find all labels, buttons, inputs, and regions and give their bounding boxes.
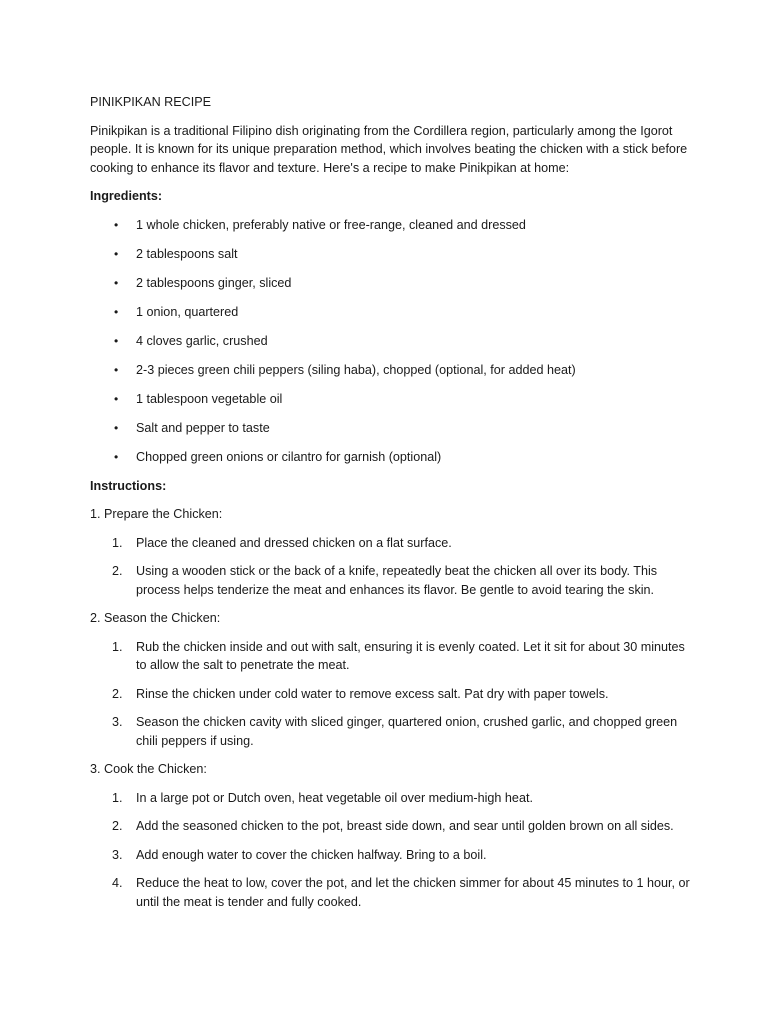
step-text: In a large pot or Dutch oven, heat vegetable oil over medium-high heat. — [136, 790, 533, 805]
step-number: 3. — [112, 847, 123, 862]
step-item — [90, 685, 690, 704]
step-item — [90, 846, 690, 865]
bullet-icon: • — [114, 275, 119, 290]
section-title-cook: 3. Cook the Chicken: — [90, 762, 207, 776]
bullet-icon: • — [114, 304, 119, 319]
ingredient-text: 2 tablespoons ginger, sliced — [136, 275, 292, 290]
bullet-icon: • — [114, 449, 119, 464]
list-item — [90, 448, 690, 467]
ingredients-list — [90, 216, 690, 467]
ingredient-text: 1 onion, quartered — [136, 304, 239, 319]
step-item — [90, 534, 690, 553]
step-text: Season the chicken cavity with sliced ginger, quartered onion, crushed garlic, and chopped green chili peppers if using. — [136, 715, 678, 748]
step-number: 1. — [112, 535, 123, 550]
list-item — [90, 303, 690, 322]
ingredient-text: 1 tablespoon vegetable oil — [136, 391, 283, 406]
section-title-season: 2. Season the Chicken: — [90, 611, 221, 625]
step-text: Rub the chicken inside and out with salt, ensuring it is evenly coated. Let it sit for about 30 minutes to allow the salt to penetrate the meat. — [136, 639, 685, 672]
step-number: 4. — [112, 876, 123, 890]
bullet-icon: • — [114, 246, 119, 261]
instructions-heading: Instructions: — [90, 478, 167, 493]
list-item — [90, 245, 690, 264]
step-item — [90, 817, 690, 836]
step-text: Rinse the chicken under cold water to remove excess salt. Pat dry with paper towels. — [136, 686, 609, 701]
bullet-icon: • — [114, 420, 119, 435]
bullet-icon: • — [114, 333, 119, 348]
bullet-icon: • — [114, 217, 119, 232]
ingredient-text: 2-3 pieces green chili peppers (siling haba), chopped (optional, for added heat) — [136, 362, 576, 377]
step-number: 1. — [112, 790, 123, 805]
list-item — [90, 390, 690, 409]
ingredients-heading: Ingredients: — [90, 189, 163, 203]
step-text: Place the cleaned and dressed chicken on a flat surface. — [136, 535, 452, 550]
ingredient-text: Salt and pepper to taste — [136, 420, 270, 435]
step-number: 1. — [112, 639, 123, 654]
step-text: Reduce the heat to low, cover the pot, and let the chicken simmer for about 45 minutes to 1 hour, or until the meat is tender and fully cooked. — [136, 876, 690, 909]
section-title-prepare: 1. Prepare the Chicken: — [90, 507, 223, 521]
list-item — [90, 332, 690, 351]
steps-list-season — [90, 638, 690, 751]
document-title: PINIKPIKAN RECIPE — [90, 95, 212, 109]
list-item — [90, 274, 690, 293]
step-text: Using a wooden stick or the back of a knife, repeatedly beat the chicken all over its body. This process helps tenderize the meat and enhances its flavor. Be gentle to avoid tearing the skin. — [136, 564, 658, 597]
list-item — [90, 216, 690, 235]
intro-paragraph: Pinikpikan is a traditional Filipino dish originating from the Cordillera region, particularly among the Igorot people. It is known for its unique preparation method, which involves beating the chicken with a stick before cooking to enhance its flavor and texture. Here's a recipe to make Pinikpikan at home: — [90, 123, 688, 175]
step-text: Add the seasoned chicken to the pot, breast side down, and sear until golden brown on all sides. — [136, 819, 674, 833]
step-number: 2. — [112, 564, 123, 578]
step-item — [90, 789, 690, 808]
steps-list-cook — [90, 789, 690, 912]
bullet-icon: • — [114, 362, 119, 377]
list-item — [90, 361, 690, 380]
step-item — [90, 638, 690, 675]
steps-list-prepare — [90, 534, 690, 600]
ingredient-text: 1 whole chicken, preferably native or free-range, cleaned and dressed — [136, 217, 526, 232]
ingredient-text: 2 tablespoons salt — [136, 246, 238, 261]
step-item — [90, 713, 690, 750]
step-number: 2. — [112, 819, 123, 833]
step-number: 3. — [112, 715, 123, 729]
step-text: Add enough water to cover the chicken halfway. Bring to a boil. — [136, 847, 487, 862]
ingredient-text: Chopped green onions or cilantro for garnish (optional) — [136, 449, 442, 464]
ingredient-text: 4 cloves garlic, crushed — [136, 333, 268, 348]
step-number: 2. — [112, 686, 123, 701]
document-page — [90, 93, 690, 921]
step-item — [90, 874, 690, 911]
bullet-icon: • — [114, 391, 119, 406]
list-item — [90, 419, 690, 438]
step-item — [90, 562, 690, 599]
